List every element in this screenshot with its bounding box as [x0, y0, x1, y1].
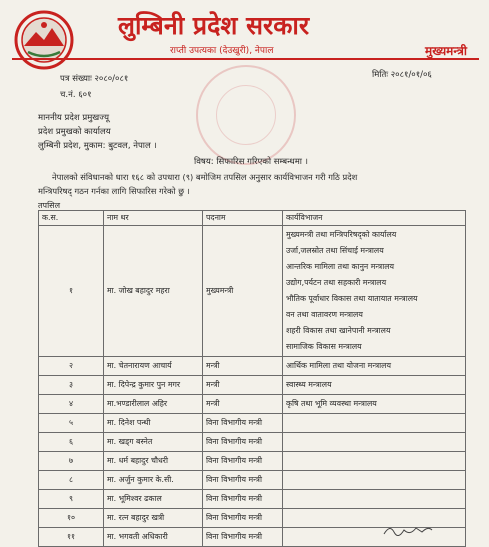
portfolio-cell [283, 433, 466, 452]
portfolio-item [286, 434, 462, 450]
letterhead-subtitle: राप्ती उपत्यका (देउखुरी), नेपाल [170, 46, 274, 56]
portfolio-cell [283, 414, 466, 433]
post-cell: विना विभागीय मन्त्री [203, 471, 283, 490]
dispatch-number: च.नं. ६०१ [60, 90, 92, 100]
portfolio-item: आर्थिक मामिला तथा योजना मन्त्रालय [286, 361, 391, 370]
serial-cell: ३ [39, 376, 104, 395]
portfolio-cell [283, 471, 466, 490]
portfolio-item: कृषि तथा भूमि व्यवस्था मन्त्रालय [286, 399, 377, 408]
subject-line: विषय: सिफारिस गरिएको सम्बन्धमा । [194, 157, 308, 167]
portfolio-item: वन तथा वातावरण मन्त्रालय [286, 310, 363, 319]
table-row [39, 433, 466, 452]
portfolio-cell [283, 509, 466, 528]
name-cell: मा. रत्न बहादुर खत्री [104, 509, 203, 528]
letter-date: मितिः २०८१/०१/०६ [372, 70, 432, 80]
office-label: मुख्यमन्त्री [425, 44, 467, 58]
post-cell: विना विभागीय मन्त्री [203, 509, 283, 528]
serial-cell: ६ [39, 433, 104, 452]
portfolio-cell [283, 490, 466, 509]
post-cell: विना विभागीय मन्त्री [203, 528, 283, 547]
column-header: नाम थर [104, 211, 203, 226]
portfolio-item: आन्तरिक मामिला तथा कानुन मन्त्रालय [286, 262, 395, 271]
table-header-row [39, 211, 466, 226]
portfolio-cell [283, 357, 466, 376]
column-header: क.स. [39, 211, 104, 226]
portfolio-cell [283, 376, 466, 395]
name-cell: मा.भण्डारीलाल अहिर [104, 395, 203, 414]
serial-cell: २ [39, 357, 104, 376]
column-header: पदनाम [203, 211, 283, 226]
post-cell: मुख्यमन्त्री [203, 226, 283, 357]
portfolio-cell [283, 528, 466, 547]
table-row [39, 357, 466, 376]
cabinet-table [38, 210, 466, 547]
post-cell: मन्त्री [203, 376, 283, 395]
portfolio-item [286, 453, 462, 469]
body-line: नेपालको संविधानको धारा १६८ को उपधारा (९) बमोजिम तपसिल अनुसार कार्यविभाजन गरी गठि प्रदेश [52, 172, 358, 182]
name-cell: मा. धर्म बहादुर चौधरी [104, 452, 203, 471]
recipient-line: लुम्बिनी प्रदेश, मुकाम: बुटवल, नेपाल । [38, 141, 157, 151]
portfolio-item: उद्योग,पर्यटन तथा सहकारी मन्त्रालय [286, 278, 387, 287]
portfolio-item [286, 472, 462, 488]
letterhead-divider [12, 58, 479, 60]
serial-cell: १० [39, 509, 104, 528]
seal-stamp [196, 65, 296, 165]
serial-cell: ९ [39, 490, 104, 509]
table-row [39, 414, 466, 433]
portfolio-item: मुख्यमन्त्री तथा मन्त्रिपरिषद्को कार्यालय [286, 230, 397, 239]
body-line: मन्त्रिपरिषद् गठन गर्नका लागि सिफारिस गरेको छु । [38, 186, 190, 196]
recipient-line: माननीय प्रदेश प्रमुखज्यू [38, 113, 110, 123]
serial-cell: १ [39, 226, 104, 357]
post-cell: विना विभागीय मन्त्री [203, 490, 283, 509]
letter-body [38, 170, 468, 198]
table-row [39, 226, 466, 357]
government-emblem-icon [14, 10, 74, 70]
serial-cell: ११ [39, 528, 104, 547]
portfolio-item: उर्जा,जलस्रोत तथा सिंचाई मन्त्रालय [286, 246, 384, 255]
name-cell: मा. दिपेन्द्र कुमार पुन मगर [104, 376, 203, 395]
table-row [39, 376, 466, 395]
post-cell: विना विभागीय मन्त्री [203, 414, 283, 433]
serial-cell: ५ [39, 414, 104, 433]
column-header: कार्यविभाजन [283, 211, 466, 226]
schedule-label: तपसिल [38, 201, 61, 210]
post-cell: मन्त्री [203, 395, 283, 414]
post-cell: विना विभागीय मन्त्री [203, 452, 283, 471]
portfolio-cell [283, 226, 466, 357]
table-row [39, 490, 466, 509]
portfolio-item [286, 491, 462, 507]
post-cell: विना विभागीय मन्त्री [203, 433, 283, 452]
name-cell: मा. भूमिश्वर ढकाल [104, 490, 203, 509]
portfolio-item: सामाजिक विकास मन्त्रालय [286, 342, 362, 351]
serial-cell: ४ [39, 395, 104, 414]
portfolio-cell [283, 452, 466, 471]
name-cell: मा. अर्जुन कुमार के.सी. [104, 471, 203, 490]
letterhead-title: लुम्बिनी प्रदेश सरकार [118, 11, 310, 40]
serial-cell: ८ [39, 471, 104, 490]
reference-number: पत्र संख्याः २०८०/०८१ [60, 74, 129, 84]
portfolio-item: भौतिक पूर्वाधार विकास तथा यातायात मन्त्रालय [286, 294, 418, 303]
name-cell: मा. दिनेश पन्थी [104, 414, 203, 433]
post-cell: मन्त्री [203, 357, 283, 376]
name-cell: मा. खड्ग बस्नेत [104, 433, 203, 452]
signature-icon [382, 522, 434, 538]
portfolio-item [286, 415, 462, 431]
recipient-line: प्रदेश प्रमुखको कार्यालय [38, 127, 111, 137]
portfolio-item: शहरी विकास तथा खानेपानी मन्त्रालय [286, 326, 391, 335]
portfolio-cell [283, 395, 466, 414]
table-row [39, 452, 466, 471]
portfolio-item: स्वास्थ्य मन्त्रालय [286, 380, 332, 389]
name-cell: मा. चेतनारायण आचार्य [104, 357, 203, 376]
portfolio-item [286, 510, 462, 526]
name-cell: मा. भगवती अधिकारी [104, 528, 203, 547]
table-row [39, 471, 466, 490]
name-cell: मा. जोख बहादुर महरा [104, 226, 203, 357]
serial-cell: ७ [39, 452, 104, 471]
portfolio-item [286, 529, 462, 545]
table-row [39, 395, 466, 414]
